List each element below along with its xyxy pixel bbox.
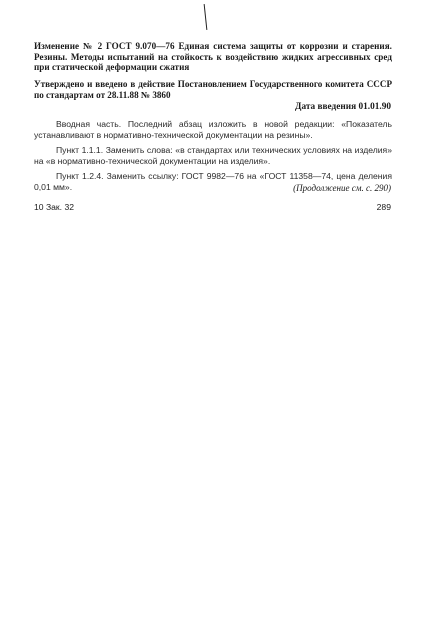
paragraph-intro: Вводная часть. Последний абзац изложить в новой редакции: «Показатель устанавливают в нормативно-технической документации на резины». — [34, 119, 392, 141]
page-number: 289 — [376, 202, 391, 212]
approval-statement: Утверждено и введено в действие Постановлением Государственного комитета СССР по стандартам от 28.11.88 № 3860 — [34, 79, 392, 100]
handwritten-tick-mark — [204, 4, 208, 30]
paragraph-clause-1-1-1: Пункт 1.1.1. Заменить слова: «в стандартах или технических условиях на изделия» на «в нормативно-технической документации на изделия». — [34, 144, 392, 167]
paragraph-clause-1-2-4: Пункт 1.2.4. Заменить ссылку: ГОСТ 9982—76 на «ГОСТ 11358—74, цена деления 0,01 мм». — [34, 170, 392, 193]
footer-order-number: 10 Зак. 32 — [34, 202, 75, 212]
amendment-title: Изменение № 2 ГОСТ 9.070—76 Единая система защиты от коррозии и старения. Резины. Методы испытаний на стойкость к воздействию жидких агрессивных сред при статической деформации сжатия — [34, 41, 392, 73]
effective-date: Дата введения 01.01.90 — [295, 102, 391, 112]
continued-note: (Продолжение см. с. 290) — [293, 183, 391, 193]
